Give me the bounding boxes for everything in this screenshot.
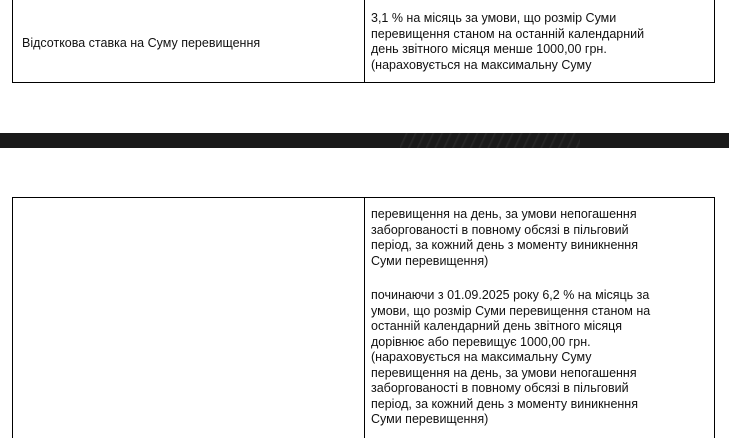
rate-text-line: останній календарний день звітного місяця: [371, 319, 623, 333]
column-divider: [364, 0, 365, 82]
rate-text-line: 3,1 % на місяць за умови, що розмір Суми: [371, 11, 617, 25]
rate-text-line: Суми перевищення): [371, 412, 489, 426]
rate-text-line: заборгованості в повному обсязі в пільговий: [371, 222, 629, 237]
rate-text-line: Суми перевищення): [371, 253, 489, 268]
overdraft-rate-value: [371, 11, 644, 73]
rate-text-line: умови, що розмір Суми перевищення станом на: [371, 303, 651, 318]
rate-text-line: дорівнює або перевищує 1000,00 грн.: [371, 334, 591, 349]
rate-text-line: (нараховується на максимальну Суму: [371, 350, 592, 364]
rate-text-line: (нараховується на максимальну Суму: [371, 57, 592, 72]
rate-text-line: заборгованості в повному обсязі в пільговий: [371, 381, 629, 395]
column-divider: [364, 198, 365, 438]
rate-table-top: [12, 0, 715, 83]
page-break-texture: [400, 133, 580, 148]
rate-text-line: день звітного місяця менше 1000,00 грн.: [371, 42, 607, 56]
rate-text-line: перевищення на день, за умови непогашення: [371, 207, 637, 221]
rate-table-bottom: [12, 197, 715, 438]
overdraft-rate-label: Відсоткова ставка на Суму перевищення: [22, 36, 261, 50]
rate-text-line: період, за кожний день з моменту виникнення: [371, 396, 638, 411]
rate-text-line: період, за кожний день з моменту виникнення: [371, 238, 638, 252]
page-break-bar: [0, 133, 729, 148]
rate-text-line: перевищення станом на останній календарний: [371, 26, 645, 41]
rate-from-september-text: [371, 288, 650, 428]
rate-text-line: починаючи з 01.09.2025 року 6,2 % на місяць за: [371, 288, 650, 302]
rate-continuation-text: [371, 207, 638, 269]
rate-text-line: перевищення на день, за умови непогашення: [371, 365, 637, 380]
